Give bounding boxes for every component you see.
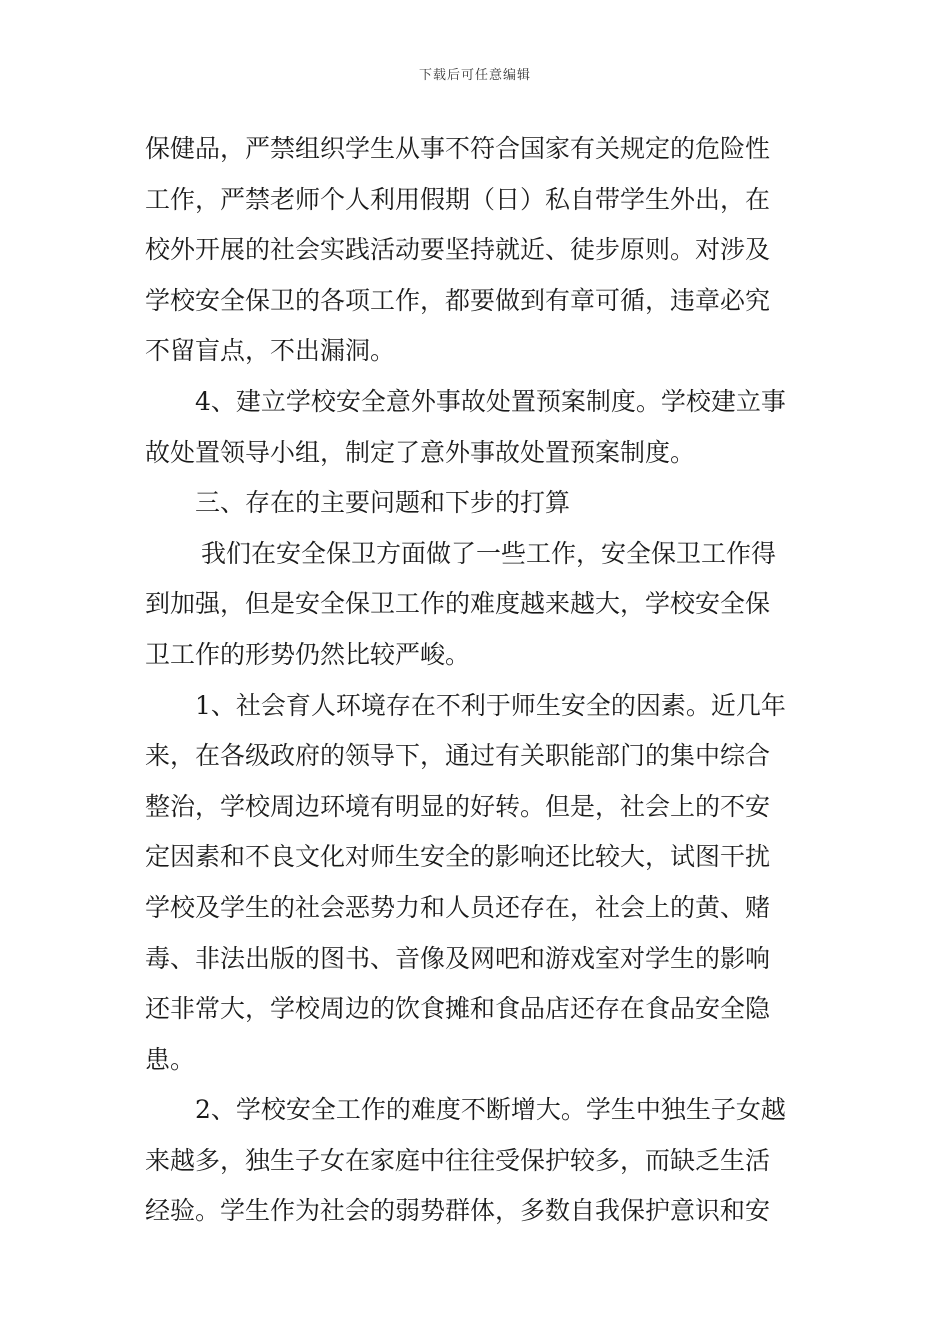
text-line: 保健品，严禁组织学生从事不符合国家有关规定的危险性 — [145, 134, 771, 163]
text-line: 学校安全保卫的各项工作，都要做到有章可循，违章必究 — [145, 285, 771, 315]
text-line: 我们在安全保卫方面做了一些工作，安全保卫工作得 — [201, 538, 777, 568]
text-line: 工作，严禁老师个人利用假期（日）私自带学生外出，在 — [145, 184, 771, 214]
page-header: 下载后可任意编辑 — [418, 68, 531, 83]
document-body — [145, 124, 810, 1237]
text-line: 三、存在的主要问题和下步的打算 — [195, 488, 571, 518]
text-line: 经验。学生作为社会的弱势群体，多数自我保护意识和安 — [145, 1196, 771, 1226]
text-line: 到加强，但是安全保卫工作的难度越来越大，学校安全保 — [145, 589, 771, 619]
text-line: 毒、非法出版的图书、音像及网吧和游戏室对学生的影响 — [145, 943, 771, 973]
text-line: 不留盲点，不出漏洞。 — [145, 336, 396, 366]
text-line: 来越多，独生子女在家庭中往往受保护较多，而缺乏生活 — [145, 1145, 771, 1175]
text-line: 患。 — [145, 1044, 196, 1074]
text-line: 定因素和不良文化对师生安全的影响还比较大，试图干扰 — [145, 842, 771, 872]
text-line: 来，在各级政府的领导下，通过有关职能部门的集中综合 — [145, 741, 771, 771]
text-line: 故处置领导小组，制定了意外事故处置预案制度。 — [145, 437, 696, 467]
text-line: 学校及学生的社会恶势力和人员还存在，社会上的黄、赌 — [145, 892, 771, 922]
text-line: 2、学校安全工作的难度不断增大。学生中独生子女越 — [195, 1095, 786, 1125]
text-line: 4、建立学校安全意外事故处置预案制度。学校建立事 — [195, 386, 786, 416]
text-line: 1、社会育人环境存在不利于师生安全的因素。近几年 — [195, 690, 786, 720]
text-line: 整治，学校周边环境有明显的好转。但是，社会上的不安 — [145, 791, 771, 821]
text-line: 校外开展的社会实践活动要坚持就近、徒步原则。对涉及 — [145, 235, 771, 265]
text-line: 还非常大，学校周边的饮食摊和食品店还存在食品安全隐 — [145, 994, 771, 1024]
text-line: 卫工作的形势仍然比较严峻。 — [145, 639, 471, 669]
